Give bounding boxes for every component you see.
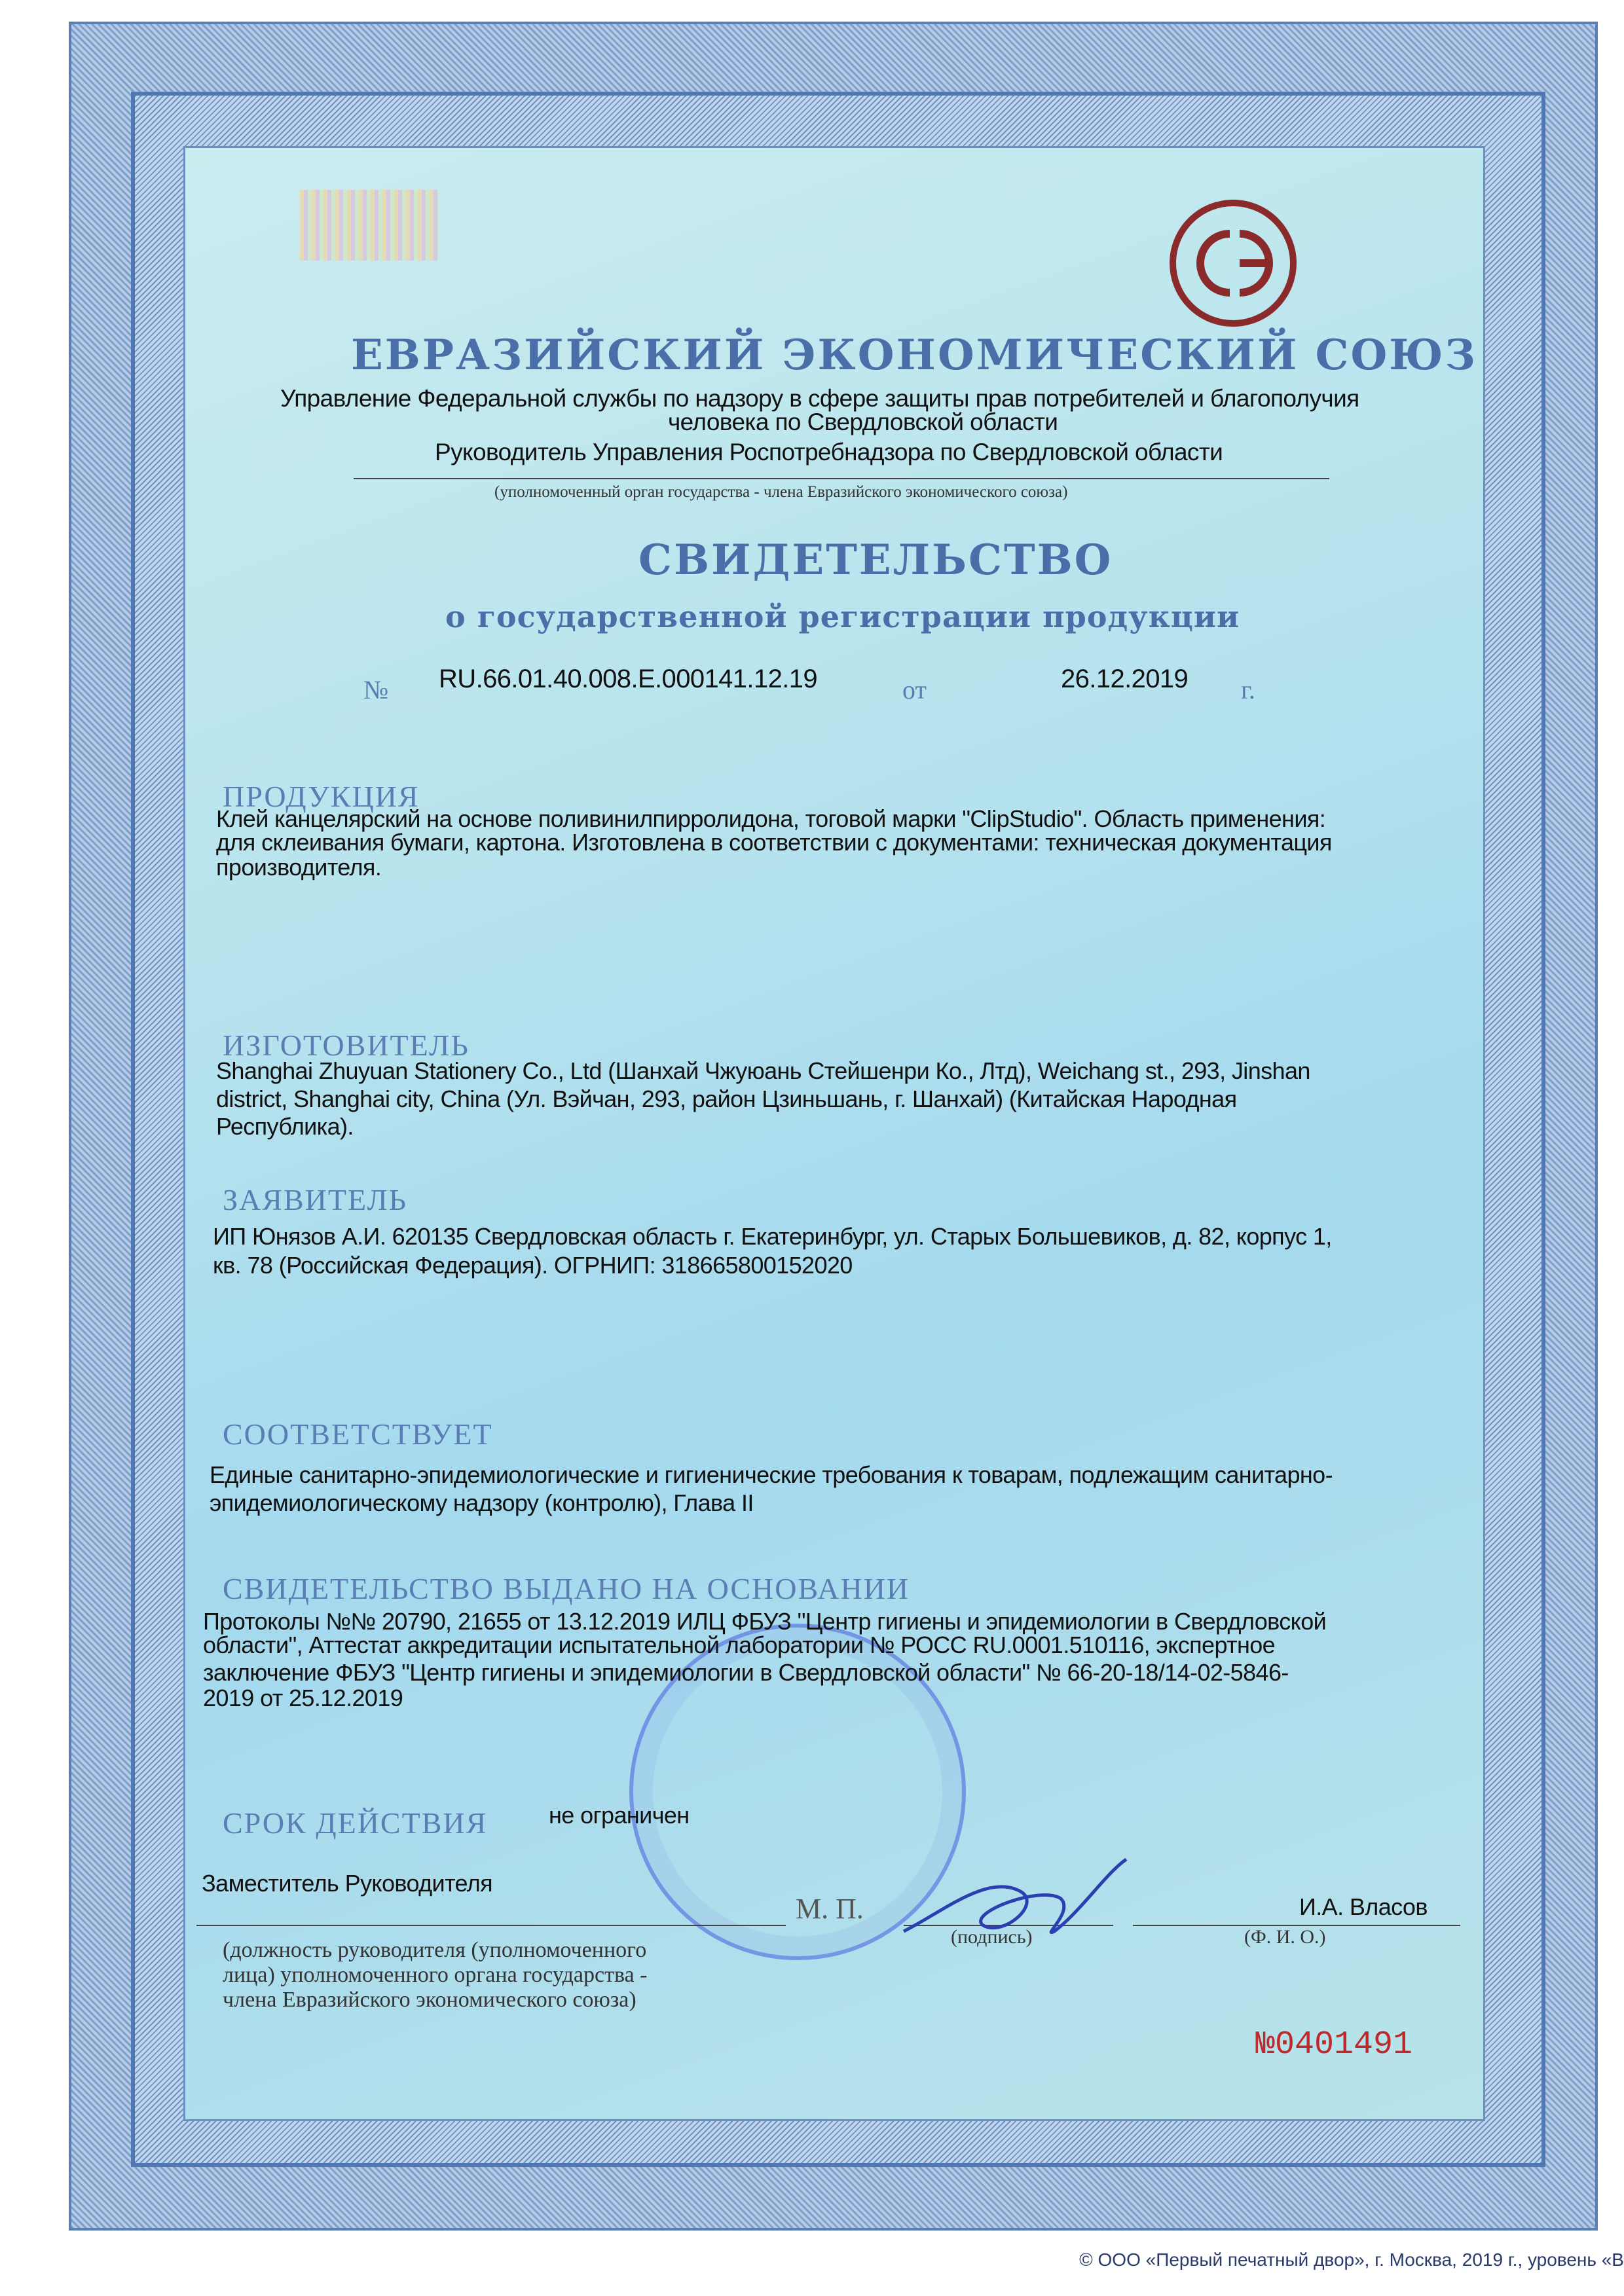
basis-line-3: заключение ФБУЗ "Центр гигиены и эпидемиологии в Свердловской области" № 66-20-18/14-02-5846- [203,1659,1289,1686]
basis-line-4: 2019 от 25.12.2019 [203,1685,403,1711]
product-heading: ПРОДУКЦИЯ [223,780,420,813]
applicant-heading: ЗАЯВИТЕЛЬ [223,1183,408,1216]
position-caption-2: лица) уполномоченного органа государства - [223,1963,648,1987]
manufacturer-line-2: district, Shanghai city, China (Ул. Вэйчан, 293, район Цзиньшань, г. Шанхай) (Китайская Народная [216,1085,1237,1112]
applicant-line-1: ИП Юнязов А.И. 620135 Свердловская область г. Екатеринбург, ул. Старых Большевиков, д. 82, корпус 1, [213,1223,1332,1250]
signatory-position: Заместитель Руководителя [202,1870,493,1897]
authority-line-2: человека по Свердловской области [668,409,1058,435]
year-suffix: г. [1241,675,1255,704]
position-line [196,1925,786,1926]
stamp-mark: М. П. [796,1893,864,1925]
number-label: № [363,675,389,704]
se-mark-logo [1168,198,1299,329]
certificate-number: RU.66.01.40.008.E.000141.12.19 [439,665,818,693]
signatory-name: И.А. Власов [1299,1893,1428,1920]
date-label: от [902,675,927,704]
conforms-line-1: Единые санитарно-эпидемиологические и гигиенические требования к товарам, подлежащим санитарно- [210,1461,1333,1488]
authority-line-1: Управление Федеральной службы по надзору в сфере защиты прав потребителей и благополучия [280,385,1359,412]
manufacturer-line-3: Республика). [216,1113,354,1140]
conforms-heading: СООТВЕТСТВУЕТ [223,1417,493,1451]
position-caption-3: члена Евразийского экономического союза) [223,1988,637,2012]
hologram [300,190,439,261]
union-title: ЕВРАЗИЙСКИЙ ЭКОНОМИЧЕСКИЙ СОЮЗ [351,331,1477,380]
product-line-1: Клей канцелярский на основе поливинилпирролидона, тоговой марки "ClipStudio". Область применения: [216,805,1326,832]
applicant-line-2: кв. 78 (Российская Федерация). ОГРНИП: 318665800152020 [213,1252,853,1279]
basis-line-1: Протоколы №№ 20790, 21655 от 13.12.2019 ИЛЦ ФБУЗ "Центр гигиены и эпидемиологии в Свердловской [203,1608,1327,1635]
blank-serial-number: №0401491 [1255,2026,1413,2064]
name-caption: (Ф. И. О.) [1244,1926,1326,1948]
manufacturer-heading: ИЗГОТОВИТЕЛЬ [223,1029,470,1062]
position-caption-1: (должность руководителя (уполномоченного [223,1938,647,1962]
certificate-date: 26.12.2019 [1061,665,1189,693]
validity-value: не ограничен [549,1802,690,1829]
basis-heading: СВИДЕТЕЛЬСТВО ВЫДАНО НА ОСНОВАНИИ [223,1572,910,1605]
product-line-2: для склеивания бумаги, картона. Изготовлена в соответствии с документами: техническая документация [216,829,1332,856]
authority-underline [354,478,1329,479]
conforms-line-2: эпидемиологическому надзору (контролю), Глава II [210,1489,754,1516]
printer-note: © ООО «Первый печатный двор», г. Москва, 2019 г., уровень «В [1079,2250,1624,2270]
document-subtitle: о государственной регистрации продукции [445,599,1240,634]
product-line-3: производителя. [216,854,382,881]
basis-line-2: области", Аттестат аккредитации испытательной лаборатории № РОСС RU.0001.510116, экспертное [203,1631,1276,1658]
authority-caption: (уполномоченный орган государства - члена Евразийского экономического союза) [494,483,1068,501]
signature-caption: (подпись) [951,1926,1033,1948]
authority-line-3: Руководитель Управления Роспотребнадзора по Свердловской области [435,439,1223,465]
manufacturer-line-1: Shanghai Zhuyuan Stationery Co., Ltd (Шанхай Чжуюань Стейшенри Ко., Лтд), Weichang st., 293, Jinshan [216,1057,1310,1084]
validity-heading: СРОК ДЕЙСТВИЯ [223,1806,488,1840]
document-title: СВИДЕТЕЛЬСТВО [638,536,1113,585]
